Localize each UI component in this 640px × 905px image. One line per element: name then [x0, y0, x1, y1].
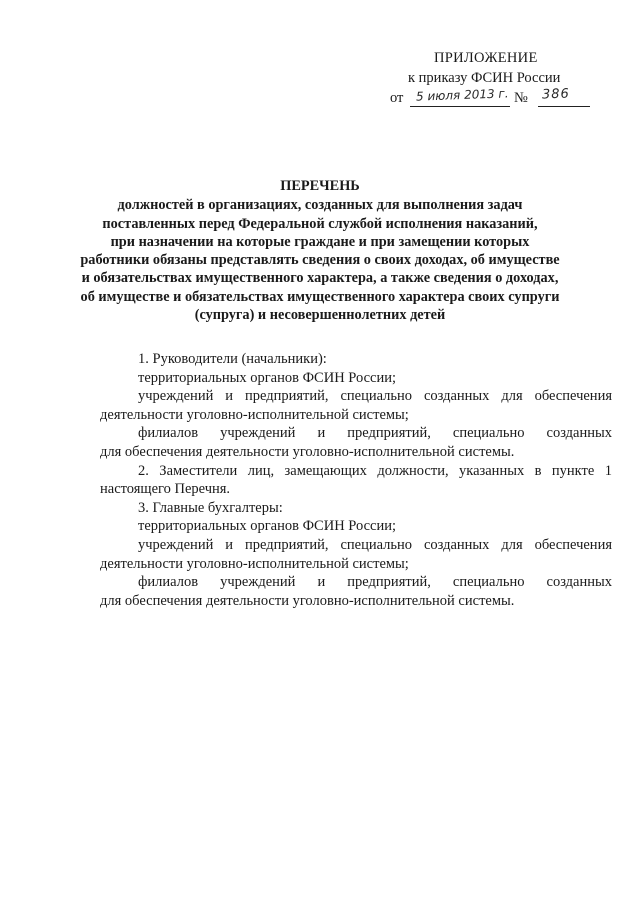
handwritten-number: 386: [541, 86, 571, 103]
heading-line: должностей в организациях, созданных для выполнения задач: [117, 197, 523, 214]
item-1-branches-line1: филиалов учреждений и предприятий, специально созданных: [138, 425, 612, 442]
heading-line: и обязательствах имущественного характера, а также сведения о доходах,: [81, 270, 559, 287]
item-3-institutions-line2: деятельности уголовно-исполнительной системы;: [100, 555, 409, 572]
heading-line: об имуществе и обязательствах имущественного характера своих супруги: [80, 288, 560, 305]
item-2-line1: 2. Заместители лиц, замещающих должности, указанных в пункте 1: [138, 462, 612, 479]
document-body: [100, 350, 612, 610]
item-1-branches-line2: для обеспечения деятельности уголовно-исполнительной системы.: [100, 443, 515, 460]
item-3-territorial: территориальных органов ФСИН России;: [138, 518, 397, 535]
date-prefix: от: [390, 90, 404, 106]
item-1-institutions-line2: деятельности уголовно-исполнительной системы;: [100, 406, 409, 423]
appendix-order-reference: к приказу ФСИН России: [408, 70, 561, 86]
item-3-branches-line2: для обеспечения деятельности уголовно-исполнительной системы.: [100, 592, 515, 609]
item-1-institutions-line1: учреждений и предприятий, специально созданных для обеспечения: [138, 388, 612, 405]
heading-line: при назначении на которые граждане и при замещении которых: [110, 233, 530, 250]
date-field: [410, 86, 510, 107]
document-heading: [70, 177, 570, 324]
handwritten-date: 5 июля 2013 г.: [415, 86, 509, 104]
item-3-title: 3. Главные бухгалтеры:: [138, 499, 283, 516]
item-1-territorial: территориальных органов ФСИН России;: [138, 369, 397, 386]
heading-line: поставленных перед Федеральной службой исполнения наказаний,: [102, 215, 538, 232]
document-title: ПЕРЕЧЕНЬ: [280, 178, 360, 194]
heading-line: (супруга) и несовершеннолетних детей: [194, 307, 446, 324]
number-field: [538, 86, 590, 107]
item-1-title: 1. Руководители (начальники):: [138, 351, 327, 367]
item-2-line2: настоящего Перечня.: [100, 481, 231, 498]
appendix-title: ПРИЛОЖЕНИЕ: [434, 50, 538, 66]
heading-line: работники обязаны представлять сведения о своих доходах, об имуществе: [80, 252, 560, 269]
item-3-institutions-line1: учреждений и предприятий, специально созданных для обеспечения: [138, 536, 612, 553]
item-3-branches-line1: филиалов учреждений и предприятий, специально созданных: [138, 574, 612, 591]
appendix-date-line: [390, 86, 630, 108]
number-sign: №: [514, 90, 528, 106]
